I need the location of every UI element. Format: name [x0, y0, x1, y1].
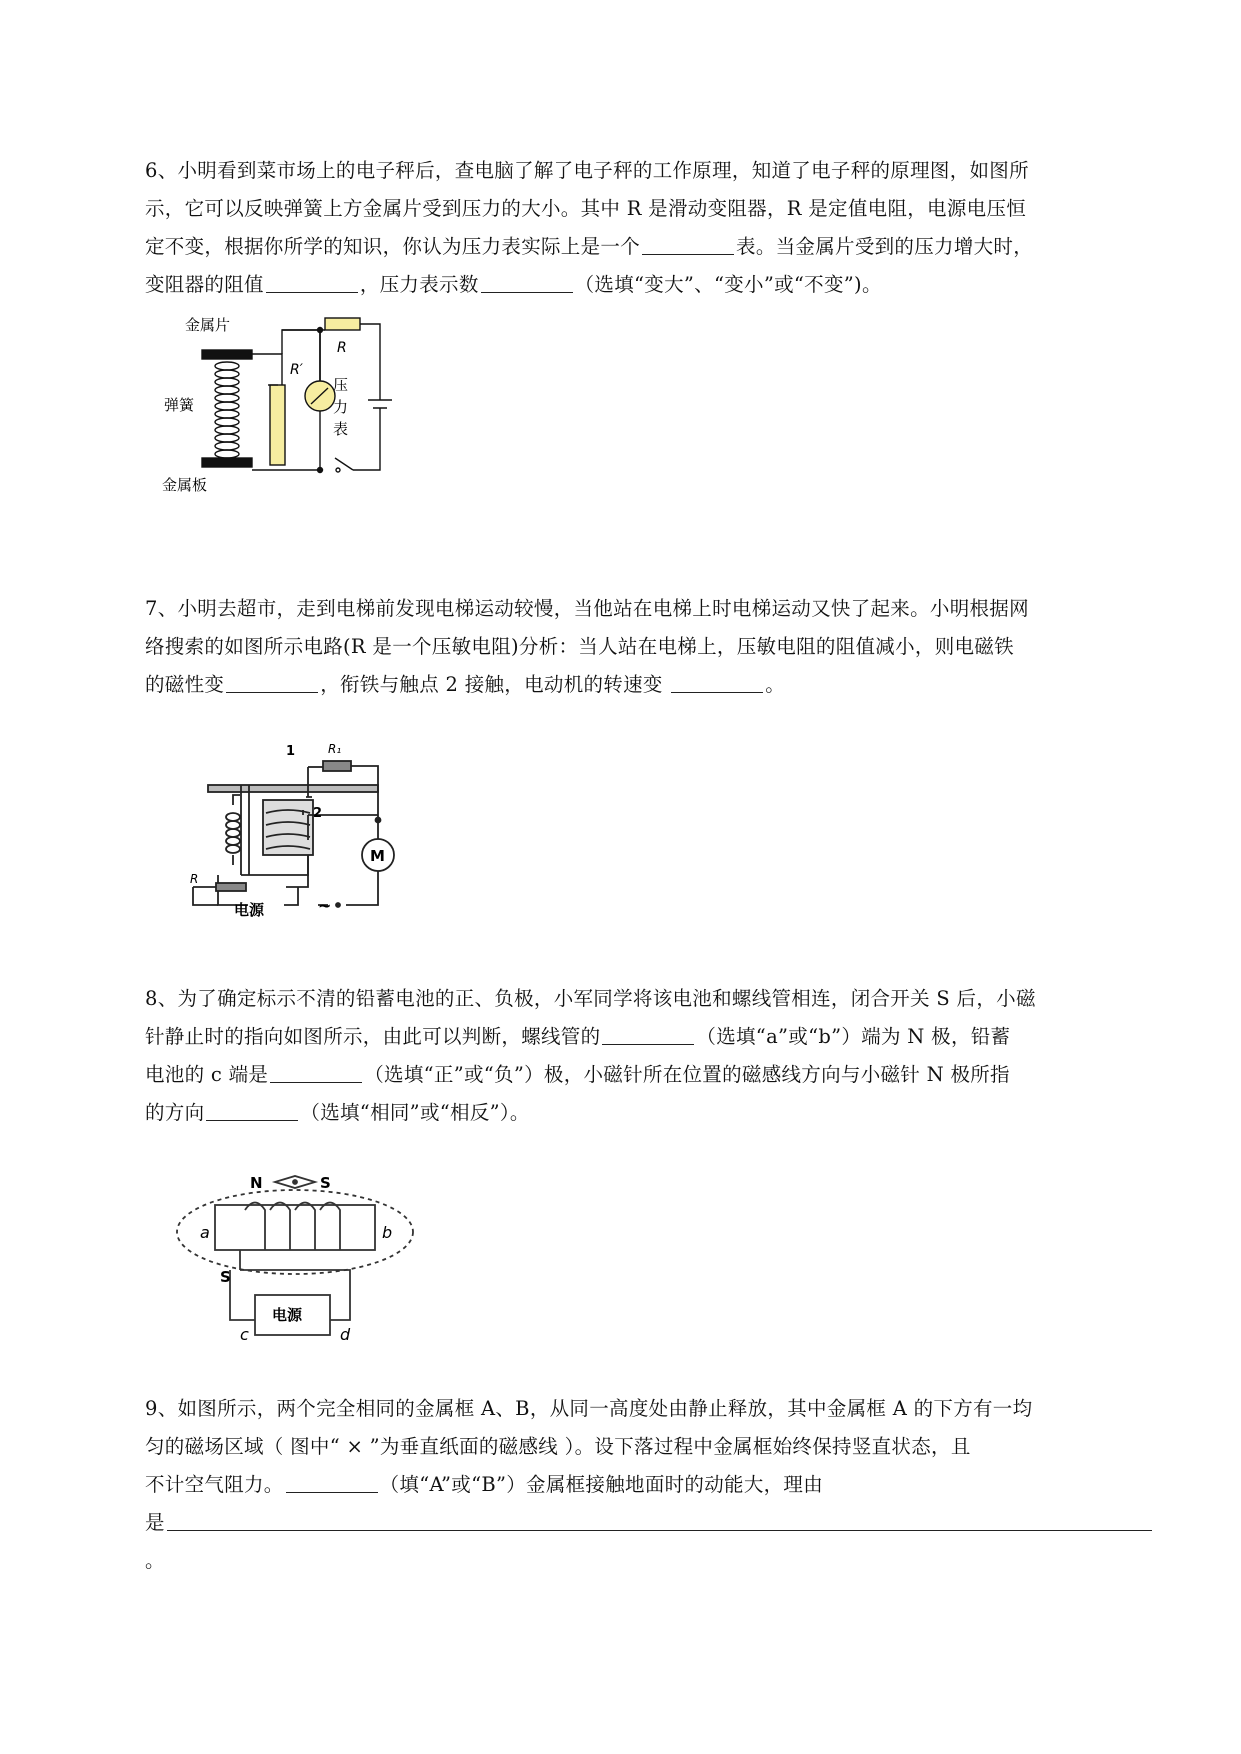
- pressure-resistor: [216, 883, 246, 891]
- label-r: R: [190, 872, 199, 886]
- q7-text: 的磁性变: [145, 673, 225, 696]
- label-meter: 压: [333, 376, 349, 394]
- q9-line-5: 。: [145, 1549, 165, 1572]
- field-line: [177, 1190, 413, 1274]
- q8-blank-n-pole-end[interactable]: [602, 1022, 694, 1045]
- label-r1: R₁: [328, 742, 342, 756]
- label-contact-2: 2: [313, 806, 323, 821]
- resistor-r1: [323, 761, 351, 771]
- label-meter: 力: [333, 398, 349, 416]
- q8-text: （选填“a”或“b”）端为 N 极，铅蓄: [696, 1025, 1011, 1048]
- q9-line-4: [145, 1504, 1155, 1542]
- q9-text: 不计空气阻力。: [145, 1473, 284, 1496]
- q9-blank-reason[interactable]: [167, 1508, 1152, 1531]
- label-s-pole: S: [320, 1174, 331, 1192]
- label-meter: 表: [333, 420, 349, 438]
- q9-text: 是: [145, 1511, 165, 1534]
- q7-line-3: [145, 666, 1155, 704]
- metal-plate: [202, 458, 252, 467]
- q6-text: ，压力表示数: [359, 273, 479, 296]
- label-ac: ~: [318, 896, 332, 915]
- q8-text: （选填“正”或“负”）极，小磁针所在位置的磁感线方向与小磁针 N 极所指: [364, 1063, 1010, 1086]
- q8-line-1: 8、为了确定标示不清的铅蓄电池的正、负极，小军同学将该电池和螺线管相连，闭合开关 S 后，小磁: [145, 987, 1036, 1010]
- label-terminal-c: c: [240, 1325, 249, 1344]
- question-7: [145, 590, 1155, 704]
- q8-figure-solenoid: [170, 1170, 420, 1345]
- q7-figure-relay-circuit: [178, 742, 438, 930]
- label-switch: S: [220, 1268, 231, 1286]
- q7-text: 。: [765, 673, 786, 696]
- q8-text: 的方向: [145, 1101, 205, 1124]
- label-end-a: a: [200, 1223, 210, 1242]
- q6-text: 变阻器的阻值: [145, 273, 264, 296]
- spring: [215, 362, 239, 458]
- label-rheostat: R′: [290, 362, 303, 378]
- armature: [208, 785, 378, 792]
- label-resistor: R: [337, 340, 347, 356]
- label-metal-plate: 金属板: [162, 476, 208, 494]
- q9-line-3: [145, 1466, 1155, 1504]
- label-motor: M: [370, 847, 385, 865]
- q8-line-2: [145, 1018, 1155, 1056]
- q8-blank-field-direction[interactable]: [206, 1098, 298, 1121]
- q7-line-2: 络搜索的如图所示电路(R 是一个压敏电阻)分析：当人站在电梯上，压敏电阻的阻值减小，则电磁铁: [145, 635, 1014, 658]
- label-contact-1: 1: [286, 744, 296, 759]
- question-6: [145, 152, 1155, 304]
- q8-line-4: [145, 1094, 1155, 1132]
- q8-blank-battery-terminal[interactable]: [270, 1060, 362, 1083]
- label-spring: 弹簧: [164, 396, 195, 414]
- metal-sheet: [202, 350, 252, 359]
- solenoid-core: [215, 1205, 375, 1250]
- q8-text: 电池的 c 端是: [145, 1063, 269, 1086]
- q9-text: （填“A”或“B”）金属框接触地面时的动能大，理由: [379, 1473, 824, 1496]
- q8-text: （选填“相同”或“相反”）。: [300, 1101, 530, 1124]
- q6-line-2: 示，它可以反映弹簧上方金属片受到压力的大小。其中 R 是滑动变阻器，R 是定值电阻，电源电压恒: [145, 197, 1027, 220]
- label-end-b: b: [382, 1223, 393, 1242]
- question-8: [145, 980, 1155, 1132]
- q6-line-3: [145, 228, 1155, 266]
- resistor-r: [325, 318, 360, 330]
- q8-line-3: [145, 1056, 1155, 1094]
- q6-blank-resistance[interactable]: [266, 270, 358, 293]
- q7-blank-magnetism[interactable]: [226, 670, 318, 693]
- q6-text: （选填“变大”、“变小”或“不变”)。: [574, 273, 882, 296]
- q6-blank-meter-type[interactable]: [642, 232, 734, 255]
- q8-text: 针静止时的指向如图所示，由此可以判断，螺线管的: [145, 1025, 601, 1048]
- solenoid-coil: [245, 1203, 340, 1251]
- q6-text: 表。当金属片受到的压力增大时，: [736, 235, 1034, 258]
- q9-line-1: 9、如图所示，两个完全相同的金属框 A、B，从同一高度处由静止释放，其中金属框 A 的下方有一均: [145, 1397, 1033, 1420]
- q9-blank-frame[interactable]: [286, 1470, 378, 1493]
- q6-blank-reading[interactable]: [481, 270, 573, 293]
- label-power: 电源: [234, 901, 265, 919]
- q9-line-2: 匀的磁场区域（ 图中“ × ”为垂直纸面的磁感线 ）。设下落过程中金属框始终保持竖直状态，且: [145, 1435, 971, 1458]
- relay-spring: [226, 813, 240, 853]
- q6-line-1: 6、小明看到菜市场上的电子秤后，查电脑了解了电子秤的工作原理，知道了电子秤的原理图，如图所: [145, 159, 1029, 182]
- q7-blank-speed[interactable]: [671, 670, 763, 693]
- label-metal-sheet: 金属片: [185, 316, 231, 334]
- q7-line-1: 7、小明去超市，走到电梯前发现电梯运动较慢，当他站在电梯上时电梯运动又快了起来。小明根据网: [145, 597, 1029, 620]
- q6-figure-scale-circuit: [162, 316, 440, 545]
- question-9: [145, 1390, 1155, 1580]
- label-power: 电源: [272, 1306, 303, 1324]
- label-terminal-d: d: [340, 1325, 351, 1344]
- rheostat: [270, 385, 285, 465]
- label-n-pole: N: [250, 1174, 263, 1192]
- q6-text: 定不变，根据你所学的知识，你认为压力表实际上是一个: [145, 235, 641, 258]
- q6-line-4: [145, 266, 1155, 304]
- q7-text: ，衔铁与触点 2 接触，电动机的转速变: [320, 673, 663, 696]
